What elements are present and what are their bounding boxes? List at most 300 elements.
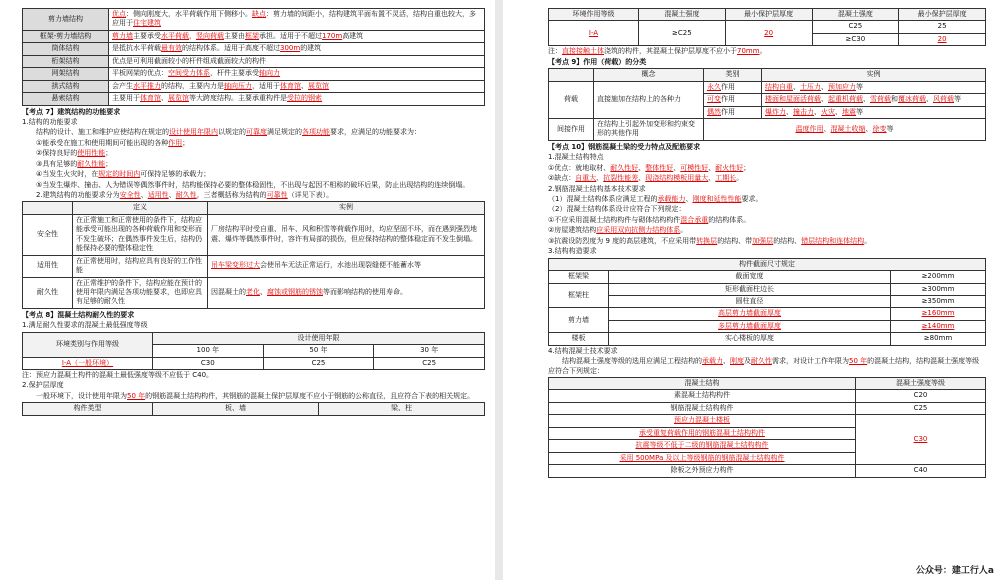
table-cell <box>762 81 986 93</box>
text-run: 、 <box>168 191 176 199</box>
durability-table <box>22 332 485 370</box>
table-cell: 承受重复荷载作用的钢筋混凝土结构构件 <box>549 427 856 439</box>
table-cell: 截面宽度 <box>609 271 891 283</box>
highlight-text: 轴向压力 <box>224 81 252 90</box>
highlight-text: 承载能力 <box>657 195 686 203</box>
action-table <box>548 68 986 141</box>
list-item <box>22 160 485 169</box>
table-note: 注：预应力混凝土构件的混凝土最低强度等级不应低于 C40。 <box>22 371 214 379</box>
highlight-text: 温度作用 <box>795 124 824 133</box>
highlight-text: 适用性 <box>147 191 169 199</box>
table-header: 混凝土强度 <box>812 9 899 21</box>
table-cell <box>762 94 986 106</box>
highlight-text: 抗裂性能差 <box>603 174 639 183</box>
table-cell: I-A <box>549 21 639 46</box>
table-header <box>549 69 594 81</box>
text-run: 等大跨度结构。主要承重构件是 <box>189 94 287 103</box>
table-cell: ≥C25 <box>639 21 726 46</box>
highlight-text: 300m <box>280 44 301 53</box>
text-run: 注： <box>548 47 562 56</box>
table-header: 混凝土结构 <box>549 378 856 390</box>
table-header: 定义 <box>73 202 208 214</box>
table-cell: C25 <box>856 402 986 414</box>
paragraph <box>22 128 485 137</box>
list-item <box>548 216 986 225</box>
highlight-text: 轴向力 <box>259 69 280 78</box>
cover-table <box>548 8 986 46</box>
text-run: 作用 <box>721 95 735 104</box>
text-run: 、 <box>673 163 681 172</box>
table-row <box>23 93 485 105</box>
highlight-text: 展览馆 <box>168 94 189 103</box>
table-cell <box>208 277 485 308</box>
highlight-text: 整体性好 <box>645 163 674 172</box>
table-cell: 悬索结构 <box>23 93 109 105</box>
text-run: ，三者概括称为结构的 <box>196 191 267 199</box>
highlight-text: 50 年 <box>849 357 868 366</box>
text-run: 的混凝土结构，结构混凝土强度等级应符合下列规定： <box>548 357 980 375</box>
highlight-text: 承载力 <box>702 357 723 366</box>
table-cell: ≥350mm <box>891 295 986 307</box>
text-run: 、 <box>814 107 821 116</box>
table-cell: 桁架结构 <box>23 55 109 67</box>
highlight-text: 剪力墙 <box>112 31 133 40</box>
text-run: 、 <box>708 174 716 183</box>
text-run: （2）混凝土结构体系设计应符合下列规定： <box>548 205 686 214</box>
table-header: 混凝土强度等级 <box>856 378 986 390</box>
highlight-text: 混合承重 <box>680 215 709 224</box>
table-cell <box>704 118 986 140</box>
text-run: 等 <box>856 82 863 91</box>
table-note <box>548 47 986 56</box>
table-cell: 矩形截面柱边长 <box>609 283 891 295</box>
text-run: ②保持良好的 <box>36 149 78 158</box>
table-cell: 实心楼板的厚度 <box>609 333 891 345</box>
text-run: 结构的设计、施工和维护应使结构在规定的 <box>36 128 169 137</box>
highlight-text: 转换层 <box>696 236 718 245</box>
text-run: 、 <box>161 94 168 103</box>
right-page <box>503 0 1000 580</box>
table-cell: 抗震等级不低于二级的钢筋混凝土结构构件 <box>549 440 856 452</box>
highlight-text: 地震 <box>842 107 856 116</box>
table-row <box>23 9 485 31</box>
list-item <box>548 205 986 214</box>
table-row <box>549 271 986 283</box>
text-run: 要求。 <box>741 195 763 203</box>
highlight-text: 偶然 <box>707 107 721 116</box>
table-cell <box>109 68 485 80</box>
text-run: 要求，应满足的功能要求为： <box>330 128 421 137</box>
highlight-text: 竖向荷载 <box>196 31 224 40</box>
table-row <box>23 255 485 277</box>
list-item <box>22 170 485 179</box>
subheading: 1.满足耐久性要求的混凝土最低强度等级 <box>22 321 148 330</box>
highlight-text: 永久 <box>707 82 721 91</box>
highlight-text: 预加应力 <box>828 82 856 91</box>
highlight-text: 水平推力 <box>133 81 161 90</box>
table-header: 环境类别与作用等级 <box>23 332 153 357</box>
highlight-text: 耐久性 <box>751 357 772 366</box>
text-run: 的结构，主要内力是 <box>161 81 224 90</box>
text-run: 的钢筋混凝土结构构件，其钢筋的混凝土保护层厚度不应小于钢筋的公称直径，且应符合下表的相关规定。 <box>145 391 475 400</box>
table-cell <box>109 55 485 67</box>
text-run: ； <box>105 149 113 158</box>
table-header: 混凝土强度 <box>639 9 726 21</box>
highlight-text: 优点 <box>112 10 126 18</box>
highlight-text: 水平荷载 <box>161 31 189 40</box>
table-caption: 构件截面尺寸规定 <box>549 258 986 270</box>
table-cell: 安全性 <box>23 214 73 255</box>
table-cell: 耐久性 <box>23 277 73 308</box>
section-heading: 【考点 7】建筑结构的功能要求 <box>22 107 121 116</box>
text-run: 等 <box>886 124 894 133</box>
table-cell: 30 年 <box>374 345 485 357</box>
table-header: 实例 <box>208 202 485 214</box>
table-cell: 50 年 <box>263 345 374 357</box>
text-run: ③抗震设防烈度为 9 度的高层建筑，不应采用带 <box>548 236 697 245</box>
text-run: 、 <box>865 124 873 133</box>
text-run: 的结构、带 <box>717 236 753 245</box>
paragraph <box>22 191 485 200</box>
text-run: 作用 <box>721 107 735 116</box>
table-cell: 预应力混凝土楼板 <box>549 415 856 427</box>
table-cell: 25 <box>899 21 986 33</box>
table-cell: 楼板 <box>549 333 609 345</box>
text-run: 和 <box>891 95 898 104</box>
text-run: 、 <box>786 107 793 116</box>
text-run: ①不应采用混凝土结构构件与砌体结构构件 <box>548 215 681 224</box>
paragraph <box>548 357 986 376</box>
text-run: 、 <box>823 124 831 133</box>
cover-table-head <box>22 402 485 415</box>
list-item <box>548 195 986 204</box>
highlight-text: 直接接触土体 <box>562 47 604 56</box>
text-run: 。 <box>864 236 872 245</box>
table-cell: C25 <box>263 357 374 369</box>
table-cell: ≥160mm <box>891 308 986 320</box>
text-run: 等而影响结构的使用寿命。 <box>323 287 407 296</box>
text-run: 、 <box>723 357 730 366</box>
text-run: 、 <box>821 82 828 91</box>
text-run: 等 <box>954 95 961 104</box>
paragraph <box>548 164 986 173</box>
table-cell: 框架柱 <box>549 283 609 308</box>
text-run: ⑤当发生爆炸、撞击、人为错误等偶然事件时，结构能保持必要的整体稳固性，不出现与起因不相称的破坏后果，防止出现结构的连续倒塌。 <box>36 180 470 189</box>
text-run: 以规定的 <box>218 128 246 137</box>
text-run: 主要用于 <box>112 94 140 103</box>
table-row <box>549 415 986 427</box>
table-cell: 圆柱直径 <box>609 295 891 307</box>
section-heading: 【考点 9】作用（荷载）的分类 <box>548 57 647 66</box>
table-row <box>23 80 485 92</box>
text-run: 因混凝土的 <box>211 287 246 296</box>
table-cell <box>109 80 485 92</box>
highlight-text: 可变 <box>707 95 721 104</box>
highlight-text: 耐火性好 <box>715 163 744 172</box>
table-cell: C40 <box>856 465 986 477</box>
table-cell: 直接施加在结构上的各种力 <box>594 81 704 118</box>
table-cell: 采用 500MPa 及以上等级钢筋的钢筋混凝土结构构件 <box>549 452 856 464</box>
text-run: 。 <box>759 47 767 56</box>
highlight-text: 使用性能 <box>77 149 106 158</box>
highlight-text: 刚度 <box>730 357 744 366</box>
text-run: 承担。适用于不超过 <box>259 31 322 40</box>
text-run: 等 <box>856 107 863 116</box>
table-cell: ≥300mm <box>891 283 986 295</box>
highlight-text: 安全性 <box>119 191 141 199</box>
text-run: 主要承受 <box>133 31 161 40</box>
table-cell: 间接作用 <box>549 118 594 140</box>
highlight-text: 应采用双向抗侧力结构体系 <box>596 226 681 235</box>
highlight-text: 吊车梁变形过大 <box>211 261 260 270</box>
text-run: 平板网架的优点： <box>112 69 168 78</box>
table-row <box>23 43 485 55</box>
table-cell: I-A（一般环境） <box>23 357 153 369</box>
table-row <box>23 30 485 42</box>
highlight-text: 楼面和屋面活荷载 <box>765 95 821 104</box>
highlight-text: 规定的时间内 <box>98 170 141 179</box>
table-cell: ≥80mm <box>891 333 986 345</box>
table-cell: C30 <box>153 357 264 369</box>
table-cell <box>109 43 485 55</box>
highlight-text: 加强层 <box>752 236 774 245</box>
table-row <box>549 390 986 402</box>
table-row <box>549 465 986 477</box>
requirement-list <box>548 195 986 246</box>
highlight-text: 爆炸力 <box>765 107 786 116</box>
table-header: 实例 <box>762 69 986 81</box>
highlight-text: 风荷载 <box>933 95 954 104</box>
highlight-text: 耐久性 <box>175 191 197 199</box>
table-cell: ≥140mm <box>891 320 986 332</box>
structure-table <box>22 8 485 106</box>
text-run: 、 <box>863 95 870 104</box>
highlight-text: 错层结构和连体结构 <box>801 236 865 245</box>
text-run: 厂房结构平时受自重、吊车、风和积雪等荷载作用时，均应坚固不坏，而在遇到强烈地震、爆炸等偶然事件时，容许有局部的损伤，但应保持结构的整体稳定而不发生倒塌。 <box>211 225 477 243</box>
highlight-text: 可靠度 <box>246 128 267 137</box>
text-run: ②房屋建筑结构 <box>548 226 597 235</box>
text-run: 的建筑 <box>300 44 322 53</box>
text-run: （详见下表）。 <box>287 191 334 199</box>
text-run: 、 <box>638 174 646 183</box>
highlight-text: 结构自重 <box>765 82 793 91</box>
table-cell: 在结构上引起外加变形和约束变形的其他作用 <box>594 118 704 140</box>
function-list <box>22 139 485 190</box>
table-row <box>549 295 986 307</box>
table-cell: C25 <box>812 21 899 33</box>
highlight-text: 撞击力 <box>793 107 814 116</box>
table-cell: C25 <box>374 357 485 369</box>
subheading: 2.钢筋混凝土结构基本技术要求 <box>548 184 646 193</box>
table-row <box>549 320 986 332</box>
text-run: 及 <box>744 357 751 366</box>
text-run: 、 <box>596 174 604 183</box>
highlight-text: 70mm <box>737 47 760 56</box>
highlight-text: 作用 <box>168 138 183 147</box>
highlight-text: 设计使用年限内 <box>169 128 218 137</box>
grade-table <box>548 377 986 478</box>
table-row <box>23 277 485 308</box>
footer-credit: 公众号：建工行人a <box>915 565 994 576</box>
table-row <box>549 308 986 320</box>
table-cell: 适用性 <box>23 255 73 277</box>
table-cell: 多层剪力墙截面厚度 <box>609 320 891 332</box>
text-run: 的结构体系。适用于高度不超过 <box>182 44 280 53</box>
highlight-text: 体育馆 <box>280 81 301 90</box>
text-run: 主要由 <box>224 31 245 40</box>
table-cell: 框架梁 <box>549 271 609 283</box>
table-cell: 素混凝土结构构件 <box>549 390 856 402</box>
text-run: 优点是可利用截面较小的杆件组成截面较大的构件 <box>112 56 266 65</box>
table-row <box>549 333 986 345</box>
text-run: 会产生 <box>112 81 133 90</box>
text-run: 、 <box>821 95 828 104</box>
text-run: ①能承受在施工和使用期间可能出现的各种 <box>36 138 169 147</box>
highlight-text: 徐变 <box>872 124 887 133</box>
list-item <box>22 149 485 158</box>
function-table <box>22 201 485 308</box>
text-run: ； <box>182 138 190 147</box>
table-cell: 除板之外预应力构件 <box>549 465 856 477</box>
table-cell: 在正常维护的条件下，结构应能在预计的使用年限内满足各项功能要求，也即应具有足够的耐久性 <box>73 277 208 308</box>
table-cell: 网架结构 <box>23 68 109 80</box>
highlight-text: 展览馆 <box>308 81 329 90</box>
table-cell: 荷载 <box>549 81 594 118</box>
text-run: 、 <box>260 287 267 296</box>
text-run: ①优点：就地取材、 <box>548 163 611 172</box>
text-run: 、 <box>685 195 693 203</box>
table-cell: ≥200mm <box>891 271 986 283</box>
table-header: 板、墙 <box>153 403 319 415</box>
text-run: 需求，对设计工作年限为 <box>772 357 849 366</box>
highlight-text: 混凝土收缩 <box>830 124 866 133</box>
text-run: ， <box>189 31 196 40</box>
table-cell: 在正常施工和正常使用的条件下，结构应能承受可能出现的各种荷载作用和变形而不发生破坏；在偶然事件发生后，结构仍能保持必要的整体稳定性 <box>73 214 208 255</box>
highlight-text: 火灾 <box>821 107 835 116</box>
highlight-text: 耐久性好 <box>610 163 639 172</box>
table-cell <box>208 214 485 255</box>
text-run: ③具有足够的 <box>36 159 78 168</box>
text-run: 2.建筑结构的功能要求分为 <box>36 191 120 199</box>
text-run: 结构混凝土强度等级的选用应满足工程结构的 <box>562 357 702 366</box>
table-cell: ≥C30 <box>812 33 899 45</box>
text-run: 可保持足够的承载力； <box>140 170 211 179</box>
table-cell: 100 年 <box>153 345 264 357</box>
highlight-text: 雪荷载 <box>870 95 891 104</box>
table-row <box>549 283 986 295</box>
text-run: 浇筑的构件，其混凝土保护层厚度不应小于 <box>604 47 737 56</box>
section-heading: 【考点 10】钢筋混凝土梁的受力特点及配筋要求 <box>548 142 701 151</box>
table-header: 构件类型 <box>23 403 153 415</box>
text-run: 高建筑 <box>342 31 364 40</box>
table-header: 梁、柱 <box>319 403 485 415</box>
text-run: 、 <box>926 95 933 104</box>
subheading: 2.保护层厚度 <box>22 381 64 390</box>
text-run: 满足规定的 <box>267 128 302 137</box>
paragraph <box>22 392 485 401</box>
highlight-text: 自重大 <box>575 174 597 183</box>
table-cell: 钢筋混凝土结构构件 <box>549 402 856 414</box>
table-cell <box>109 30 485 42</box>
highlight-text: 耐久性能 <box>77 159 106 168</box>
table-header: 最小保护层厚度 <box>899 9 986 21</box>
table-header: 类别 <box>704 69 762 81</box>
highlight-text: 框架 <box>245 31 259 40</box>
table-cell <box>109 93 485 105</box>
text-run: 、 <box>708 163 716 172</box>
highlight-text: 老化 <box>246 287 260 296</box>
table-cell <box>762 106 986 118</box>
highlight-text: 刚度和延性性能 <box>692 195 742 203</box>
table-cell: 高层剪力墙截面厚度 <box>609 308 891 320</box>
highlight-text: 50 年 <box>127 391 146 400</box>
table-cell: 20 <box>725 21 812 46</box>
table-cell: 在正常使用时，结构应具有良好的工作性能 <box>73 255 208 277</box>
highlight-text: 可模性好 <box>680 163 709 172</box>
list-item <box>548 237 986 246</box>
left-page <box>0 0 495 580</box>
highlight-text: 最有效 <box>161 44 182 53</box>
paragraph <box>548 174 986 183</box>
text-run: ，杆件主要承受 <box>210 69 259 78</box>
section-heading: 【考点 8】混凝土结构耐久性的要求 <box>22 310 135 319</box>
text-run: 的结构体系。 <box>708 215 751 224</box>
table-cell: 剪力墙结构 <box>23 9 109 31</box>
text-run: 一般环境下，设计使用年限为 <box>36 391 127 400</box>
highlight-text: 空间受力体系 <box>168 69 210 78</box>
table-row <box>23 214 485 255</box>
highlight-text: 受拉的钢索 <box>287 94 322 103</box>
subheading: 3.结构构造要求 <box>548 247 597 256</box>
list-item <box>548 226 986 235</box>
table-cell: C30 <box>856 415 986 465</box>
subheading: 1.混凝土结构特点 <box>548 153 604 162</box>
text-run: 、 <box>835 107 842 116</box>
table-header <box>23 202 73 214</box>
text-run: 的结构、 <box>773 236 802 245</box>
table-cell: 筒体结构 <box>23 43 109 55</box>
text-run: 作用 <box>721 82 735 91</box>
table-header: 最小保护层厚度 <box>725 9 812 21</box>
text-run: 、 <box>301 81 308 90</box>
highlight-text: 可靠性 <box>266 191 288 199</box>
text-run: ④当发生火灾时，在 <box>36 170 99 179</box>
text-run: ； <box>105 159 113 168</box>
highlight-text: 腐蚀或钢筋的锈蚀 <box>267 287 323 296</box>
list-item <box>22 139 485 148</box>
highlight-text: 起重机荷载 <box>828 95 863 104</box>
table-cell <box>704 94 762 106</box>
highlight-text: 工期长 <box>715 174 737 183</box>
subheading: 4.结构混凝土技术要求 <box>548 346 618 355</box>
text-run: ：侧向刚度大，水平荷载作用下侧移小。 <box>126 10 252 18</box>
section-size-table <box>548 258 986 346</box>
text-run: 是抵抗水平荷载 <box>112 44 161 53</box>
table-header: 设计使用年限 <box>153 332 485 344</box>
table-row <box>549 402 986 414</box>
table-header: 环境作用等级 <box>549 9 639 21</box>
highlight-text: 各项功能 <box>302 128 330 137</box>
text-run: （1）混凝土结构体系应满足工程的 <box>548 195 658 203</box>
text-run: ，适用于 <box>252 81 280 90</box>
table-cell <box>208 255 485 277</box>
text-run: 、 <box>793 82 800 91</box>
list-item <box>22 181 485 190</box>
text-run: ：剪力墙的间距小，结构建筑平面布置不灵活，结构自重也较大，多应用于 <box>112 10 476 28</box>
highlight-text: 体育馆 <box>140 94 161 103</box>
table-cell: C20 <box>856 390 986 402</box>
text-run: 、 <box>638 163 646 172</box>
